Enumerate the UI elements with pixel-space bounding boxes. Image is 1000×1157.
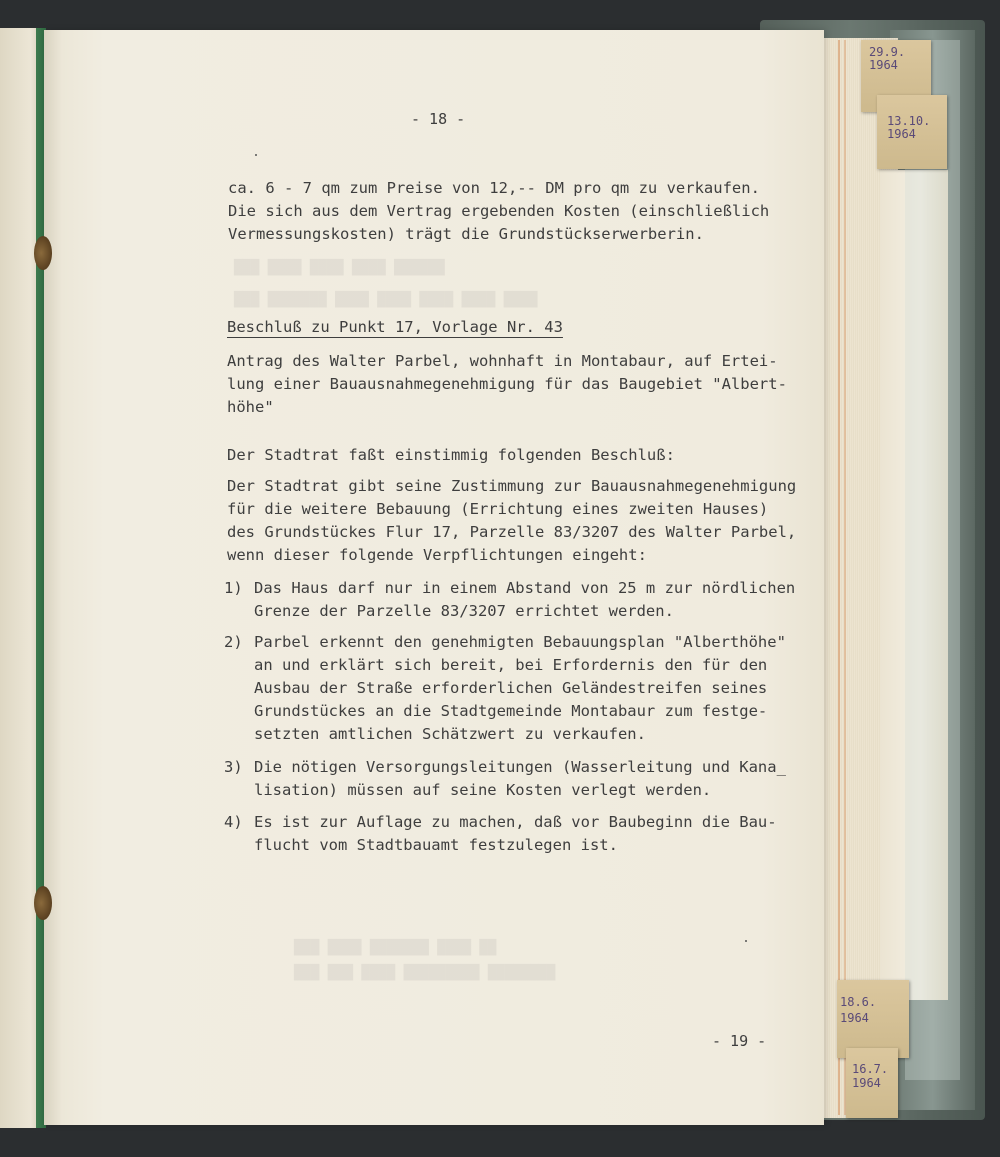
binder-ring <box>34 236 52 270</box>
date-tab <box>877 95 947 169</box>
show-through-text: ███ ████ ███████ ████ ██ <box>294 940 497 956</box>
clear-sleeve <box>905 40 960 1080</box>
page-number-bottom: - 19 - <box>712 1032 767 1050</box>
text-line: für die weitere Bebauung (Errichtung eines zweiten Hauses) <box>227 500 769 518</box>
obligation-number: 3) <box>224 758 243 776</box>
obligation-line: Das Haus darf nur in einem Abstand von 25 m zur nördlichen <box>254 579 796 597</box>
text-line: des Grundstückes Flur 17, Parzelle 83/3207 des Walter Parbel, <box>227 523 797 541</box>
binder-ring <box>34 886 52 920</box>
obligation-line: Ausbau der Straße erforderlichen Geländestreifen seines <box>254 679 768 697</box>
obligation-line: Die nötigen Versorgungsleitungen (Wasserleitung und Kana_ <box>254 758 786 776</box>
obligation-line: flucht vom Stadtbauamt festzulegen ist. <box>254 836 618 854</box>
text-line: Vermessungskosten) trägt die Grundstückserwerberin. <box>228 225 704 243</box>
obligation-line: Grenze der Parzelle 83/3207 errichtet werden. <box>254 602 674 620</box>
date-tab-year: 1964 <box>887 127 916 141</box>
date-tab-year: 1964 <box>869 58 898 72</box>
show-through-text: ███ ███████ ████ ████ ████ ████ ████ <box>234 292 538 308</box>
text-line: ca. 6 - 7 qm zum Preise von 12,-- DM pro qm zu verkaufen. <box>228 179 760 197</box>
obligation-line: setzten amtlichen Schätzwert zu verkaufen. <box>254 725 646 743</box>
show-through-text: ███ ████ ████ ████ ██████ <box>234 260 445 276</box>
page-stack-line <box>844 40 846 1115</box>
speck <box>255 154 257 156</box>
obligation-line: Grundstückes an die Stadtgemeinde Montabaur zum festge- <box>254 702 768 720</box>
speck <box>745 940 747 942</box>
text-line: lung einer Bauausnahmegenehmigung für das Baugebiet "Albert- <box>227 375 787 393</box>
obligation-line: Es ist zur Auflage zu machen, daß vor Baubeginn die Bau- <box>254 813 777 831</box>
obligation-line: an und erklärt sich bereit, bei Erfordernis den für den <box>254 656 768 674</box>
page-stack-line <box>838 40 840 1115</box>
date-tab-date: 29.9. <box>869 45 906 59</box>
date-tab <box>846 1048 898 1118</box>
decision-intro: Der Stadtrat faßt einstimmig folgenden Beschluß: <box>227 446 675 464</box>
date-tab-date: 16.7. <box>852 1062 889 1076</box>
obligation-line: Parbel erkennt den genehmigten Bebauungsplan "Alberthöhe" <box>254 633 786 651</box>
page-number-top: - 18 - <box>411 110 466 128</box>
date-tab-date: 18.6. <box>840 995 877 1009</box>
date-tab <box>837 980 909 1058</box>
text-line: Antrag des Walter Parbel, wohnhaft in Montabaur, auf Ertei- <box>227 352 778 370</box>
obligation-number: 4) <box>224 813 243 831</box>
text-line: Die sich aus dem Vertrag ergebenden Kosten (einschließlich <box>228 202 770 220</box>
obligation-number: 2) <box>224 633 243 651</box>
resolution-heading: Beschluß zu Punkt 17, Vorlage Nr. 43 <box>227 318 563 336</box>
date-tab-year: 1964 <box>840 1011 869 1025</box>
obligation-line: lisation) müssen auf seine Kosten verlegt werden. <box>254 781 712 799</box>
show-through-text: ███ ███ ████ █████████ ████████ <box>294 965 556 981</box>
text-line: höhe" <box>227 398 274 416</box>
text-line: wenn dieser folgende Verpflichtungen eingeht: <box>227 546 647 564</box>
text-line: Der Stadtrat gibt seine Zustimmung zur Bauausnahmegenehmigung <box>227 477 797 495</box>
date-tab-year: 1964 <box>852 1076 881 1090</box>
obligation-number: 1) <box>224 579 243 597</box>
date-tab-date: 13.10. <box>887 114 931 128</box>
